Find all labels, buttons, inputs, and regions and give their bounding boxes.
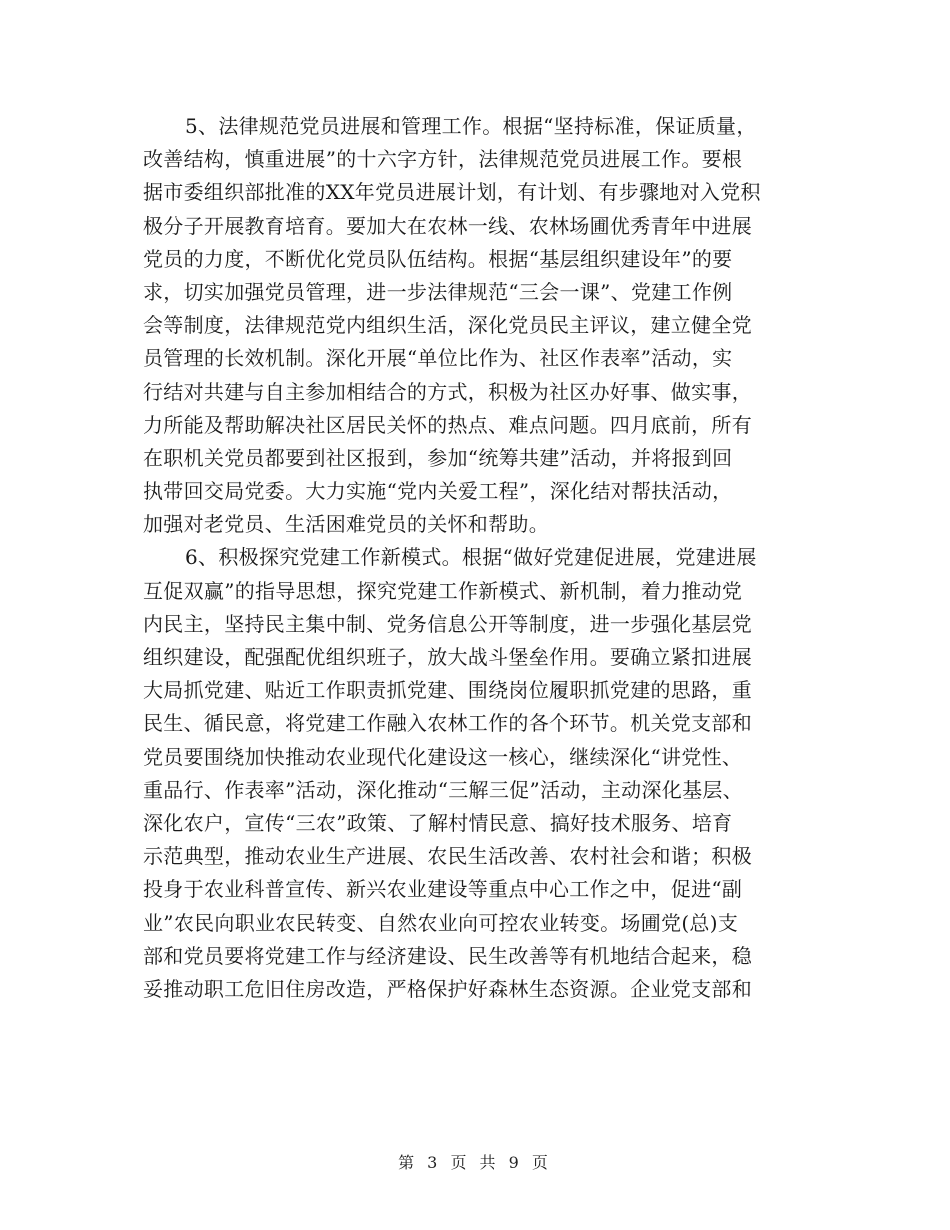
text-line: 示范典型，推动农业生产进展、农民生活改善、农村社会和谐；积极 <box>143 844 752 869</box>
text-line: 力所能及帮助解决社区居民关怀的热点、难点问题。四月底前，所有 <box>143 412 752 437</box>
text-line: 重品行、作表率”活动，深化推动“三解三促”活动，主动深化基层、 <box>143 777 743 802</box>
text-line: 组织建设，配强配优组织班子，放大战斗堡垒作用。要确立紧扣进展 <box>143 645 752 669</box>
text-line: 行结对共建与自主参加相结合的方式，积极为社区办好事、做实事， <box>143 379 752 404</box>
text-line: 求，切实加强党员管理，进一步法律规范“三会一课”、党建工作例 <box>143 279 733 304</box>
text-line: 在职机关党员都要到社区报到，参加“统筹共建”活动，并将报到回 <box>143 445 733 470</box>
text-line: 执带回交局党委。大力实施“党内关爱工程”，深化结对帮扶活动， <box>143 479 733 504</box>
text-line: 投身于农业科普宣传、新兴农业建设等重点中心工作之中，促进“副 <box>143 877 743 902</box>
text-line: 深化农户，宣传“三农”政策、了解村情民意、搞好技术服务、培育 <box>143 810 733 835</box>
text-line: 会等制度，法律规范党内组织生活，深化党员民主评议，建立健全党 <box>143 313 752 338</box>
text-line: 改善结构，慎重进展”的十六字方针，法律规范党员进展工作。要根 <box>143 147 743 172</box>
text-line: 业”农民向职业农民转变、自然农业向可控农业转变。场圃党(总)支 <box>143 910 739 935</box>
text-line: 内民主，坚持民主集中制、党务信息公开等制度，进一步强化基层党 <box>143 611 752 636</box>
text-line: 加强对老党员、生活困难党员的关怀和帮助。 <box>143 512 549 537</box>
text-line: 党员要围绕加快推动农业现代化建设这一核心，继续深化“讲党性、 <box>143 744 743 769</box>
text-line: 5、法律规范党员进展和管理工作。根据“坚持标准，保证质量， <box>185 114 757 138</box>
text-line: 民生、循民意，将党建工作融入农林工作的各个环节。机关党支部和 <box>143 711 752 736</box>
text-line: 据市委组织部批准的XX年党员进展计划，有计划、有步骤地对入党积 <box>143 180 761 205</box>
page-number-footer: 第 3 页 共 9 页 <box>398 1153 552 1172</box>
text-line: 员管理的长效机制。深化开展“单位比作为、社区作表率”活动，实 <box>143 346 733 371</box>
text-line: 极分子开展教育培育。要加大在农林一线、农林场圃优秀青年中进展 <box>143 213 752 238</box>
text-line: 部和党员要将党建工作与经济建设、民生改善等有机地结合起来，稳 <box>143 943 752 968</box>
text-line: 妥推动职工危旧住房改造，严格保护好森林生态资源。企业党支部和 <box>143 976 752 1001</box>
text-line: 6、积极探究党建工作新模式。根据“做好党建促进展，党建进展 <box>185 545 757 570</box>
text-line: 大局抓党建、贴近工作职责抓党建、围绕岗位履职抓党建的思路，重 <box>143 678 752 703</box>
text-line: 互促双赢”的指导思想，探究党建工作新模式、新机制，着力推动党 <box>143 578 743 603</box>
document-body <box>143 110 815 1006</box>
text-line: 党员的力度，不断优化党员队伍结构。根据“基层组织建设年”的要 <box>143 246 733 271</box>
